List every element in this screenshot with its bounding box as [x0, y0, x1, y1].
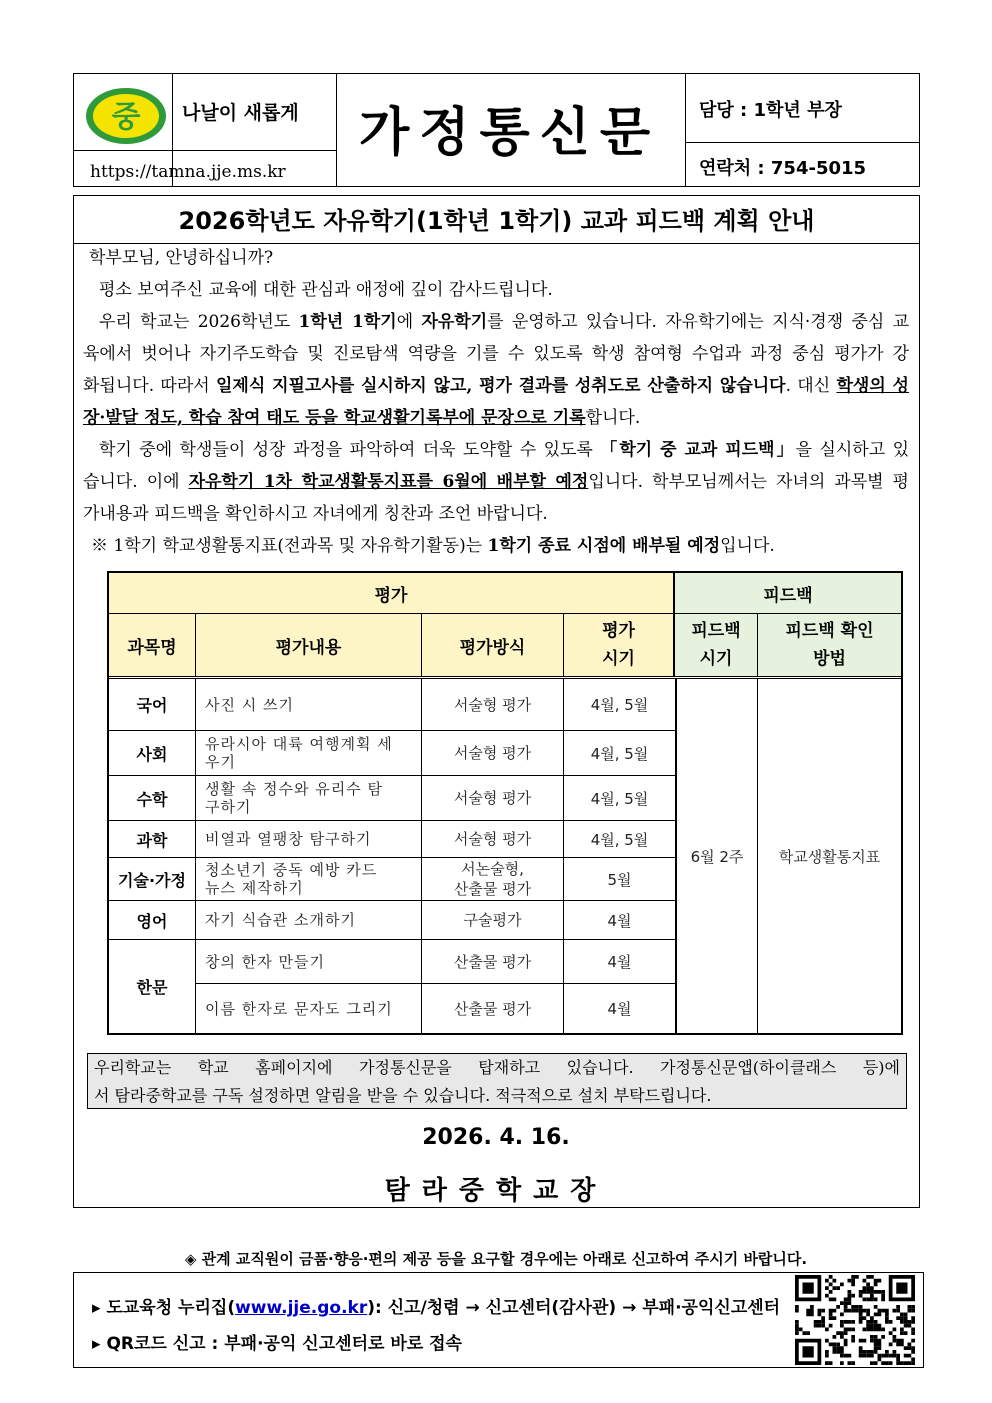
evaluation-table [107, 571, 903, 1035]
notice-line: 우리학교는 학교 홈페이지에 가정통신문을 탑재하고 있습니다. 가정통신문앱(하이클래스 등)에 [94, 1058, 900, 1077]
method-cell: 서술형 평가 [422, 679, 564, 731]
feedback-period-cell: 6월 2주 [675, 679, 758, 1033]
paragraph-line: 우리 학교는 2026학년도 1학년 1학기에 자유학기를 운영하고 있습니다. 자유학기에는 지식·경쟁 중심 교 [99, 312, 910, 332]
subject-cell: 과학 [109, 821, 196, 858]
method-cell: 서술형 평가 [422, 731, 564, 776]
method-cell: 산출물 평가 [422, 984, 564, 1033]
paragraph-line: 가내용과 피드백을 확인하시고 자녀에게 칭찬과 조언 바랍니다. [83, 504, 548, 524]
content-cell: 창의 한자 만들기 [196, 940, 422, 984]
contact-info: 연락처 : 754-5015 [699, 158, 867, 179]
manager-info: 담당 : 1학년 부장 [699, 100, 842, 121]
paragraph-line: 육에서 벗어나 자기주도학습 및 진로탐색 역량을 기를 수 있도록 학생 참여형 수업과 과정 중심 평가가 강 [83, 344, 909, 364]
header-period: 평가 시기 [564, 614, 675, 676]
edu-office-link[interactable]: www.jje.go.kr [235, 1298, 368, 1318]
letter-header [73, 73, 920, 187]
content-cell: 사진 시 쓰기 [196, 679, 422, 731]
header-subject: 과목명 [109, 614, 196, 676]
content-cell: 유라시아 대륙 여행계획 세 우기 [196, 731, 422, 776]
period-cell: 4월 [607, 1000, 632, 1018]
period-cell: 4월 [564, 940, 675, 984]
header-divider [336, 74, 337, 186]
content-cell: 이름 한자로 문자도 그리기 [196, 984, 422, 1033]
footnote-line: ※ 1학기 학교생활통지표(전과목 및 자유학기활동)는 1학기 종료 시점에 배부될 예정입니다. [91, 536, 775, 556]
period-cell: 4월, 5월 [564, 821, 675, 858]
thanks-line: 평소 보여주신 교육에 대한 관심과 애정에 깊이 감사드립니다. [99, 280, 553, 300]
letter-text [73, 242, 920, 572]
report-line-qr: ▸ QR코드 신고 : 부패·공익 신고센터로 바로 접속 [92, 1334, 462, 1354]
paragraph-line: 학기 중에 학생들이 성장 과정을 파악하여 더욱 도약할 수 있도록 「학기 중 교과 피드백」을 실시하고 있 [99, 440, 910, 460]
subject-cell: 사회 [109, 731, 196, 776]
header-feedback-method: 피드백 확인 방법 [758, 614, 901, 676]
notice-heading: 2026학년도 자유학기(1학년 1학기) 교과 피드백 계획 안내 [74, 196, 919, 244]
content-cell: 자기 식습관 소개하기 [196, 901, 422, 940]
school-slogan: 나날이 새롭게 [182, 102, 299, 124]
qr-code-icon[interactable] [791, 1275, 919, 1365]
period-cell: 4월, 5월 [564, 679, 675, 731]
header-feedback-period: 피드백 시기 [675, 614, 758, 676]
content-cell: 생활 속 정수와 유리수 탐 구하기 [196, 776, 422, 821]
document-title: 가정통신문 [359, 103, 661, 163]
greeting: 학부모님, 안녕하십니까? [89, 248, 274, 268]
method-cell: 구술평가 [422, 901, 564, 940]
method-cell: 서논술형, 산출물 평가 [422, 858, 564, 901]
subject-cell: 영어 [109, 901, 196, 940]
header-divider [685, 74, 686, 186]
svg-text:중: 중 [111, 100, 141, 135]
subject-cell: 한문 [109, 940, 196, 1033]
principal-signature: 탐라중학교장 [384, 1176, 608, 1206]
method-cell: 서술형 평가 [422, 821, 564, 858]
paragraph-line: 화됩니다. 따라서 일제식 지필고사를 실시하지 않고, 평가 결과를 성취도로 산출하지 않습니다. 대신 학생의 성 [83, 376, 909, 396]
period-cell: 4월, 5월 [564, 776, 675, 821]
subject-cell: 수학 [109, 776, 196, 821]
period-cell: 4월, 5월 [564, 731, 675, 776]
subject-cell: 국어 [109, 679, 196, 731]
method-cell: 산출물 평가 [422, 940, 564, 984]
header-divider [685, 142, 920, 143]
report-notice: ◈ 관계 교직원이 금품·향응·편의 제공 등을 요구할 경우에는 아래로 신고하여 주시기 바랍니다. [184, 1250, 808, 1268]
method-cell: 서술형 평가 [422, 776, 564, 821]
header-divider [74, 150, 336, 151]
report-line-website: ▸ 도교육청 누리집(www.jje.go.kr): 신고/청렴 → 신고센터(감사관) → 부패·공익신고센터 [92, 1298, 781, 1318]
issue-date: 2026. 4. 16. [422, 1125, 570, 1150]
header-method: 평가방식 [422, 614, 564, 676]
school-url[interactable]: https://tamna.jje.ms.kr [90, 162, 286, 182]
paragraph-line: 장·발달 정도, 학습 참여 태도 등을 학교생활기록부에 문장으로 기록합니다. [83, 408, 641, 428]
app-notice [87, 1053, 907, 1109]
content-cell: 청소년기 중독 예방 카드 뉴스 제작하기 [196, 858, 422, 901]
paragraph-line: 습니다. 이에 자유학기 1차 학교생활통지표를 6월에 배부할 예정입니다. 학부모님께서는 자녀의 과목별 평 [83, 472, 909, 492]
header-evaluation-group: 평가 [109, 573, 675, 614]
feedback-method-cell: 학교생활통지표 [778, 847, 881, 866]
subject-cell: 기술·가정 [109, 858, 196, 901]
period-cell: 4월 [564, 901, 675, 940]
period-cell: 5월 [564, 858, 675, 901]
content-cell: 비열과 열팽창 탐구하기 [196, 821, 422, 858]
school-logo [84, 86, 168, 146]
report-box [73, 1272, 924, 1368]
notice-line: 서 탐라중학교를 구독 설정하면 알림을 받을 수 있습니다. 적극적으로 설치 부탁드립니다. [94, 1086, 712, 1105]
header-feedback-group: 피드백 [675, 573, 901, 614]
header-content: 평가내용 [196, 614, 422, 676]
